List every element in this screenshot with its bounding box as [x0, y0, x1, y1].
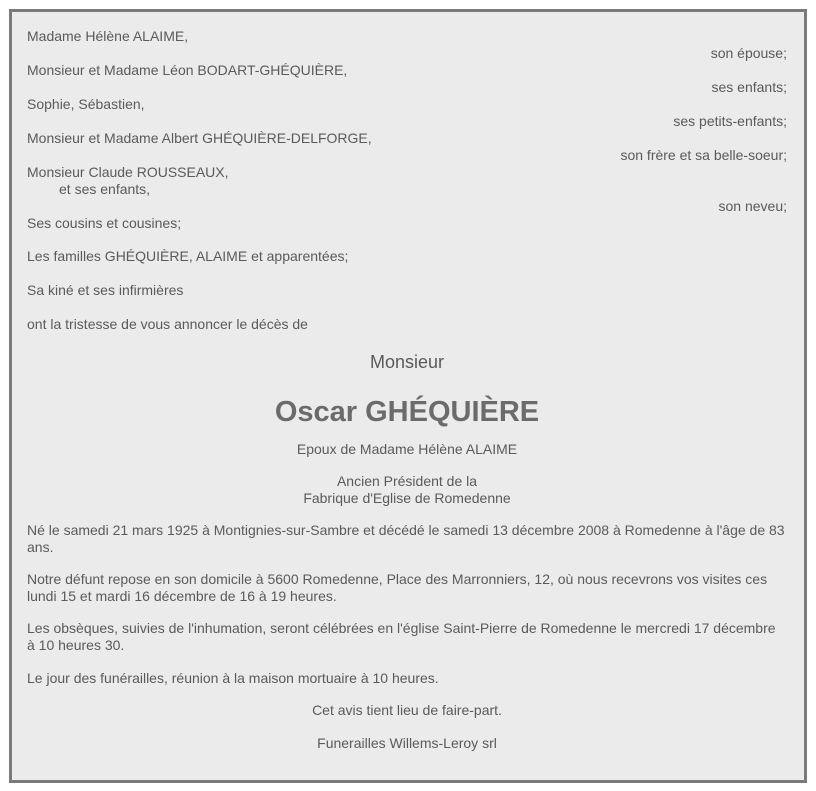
family-name: Monsieur et Madame Léon BODART-GHÉQUIÈRE,: [27, 62, 348, 78]
role-line-2: Fabrique d'Eglise de Romedenne: [303, 490, 511, 506]
family-sub: et ses enfants,: [59, 181, 151, 197]
funeral-home: Funerailles Willems-Leroy srl: [317, 735, 497, 751]
family-entry-grandchildren: [27, 96, 787, 130]
other-cousins: Ses cousins et cousines;: [27, 215, 182, 231]
paragraph-gathering: Le jour des funérailles, réunion à la maison mortuaire à 10 heures.: [27, 670, 439, 686]
family-entry-nephew: [27, 164, 787, 215]
family-name: Madame Hélène ALAIME,: [27, 28, 189, 44]
role-line-1: Ancien Président de la: [336, 473, 478, 489]
family-entry-brother: [27, 130, 787, 164]
deceased-name: Oscar GHÉQUIÈRE: [274, 396, 540, 428]
spouse-line: Epoux de Madame Hélène ALAIME: [296, 441, 518, 457]
honorific: Monsieur: [369, 352, 445, 372]
other-care: Sa kiné et ses infirmières: [27, 282, 184, 298]
obituary-content: [27, 28, 787, 752]
family-relation: son épouse;: [710, 45, 787, 61]
family-relation: ses petits-enfants;: [673, 113, 787, 129]
family-name: Monsieur et Madame Albert GHÉQUIÈRE-DELFORGE,: [27, 130, 372, 146]
family-relation: son neveu;: [718, 198, 787, 214]
family-name: Sophie, Sébastien,: [27, 96, 145, 112]
closing-text: Cet avis tient lieu de faire-part.: [312, 702, 502, 718]
family-relation: ses enfants;: [711, 79, 787, 95]
family-relation: son frère et sa belle-soeur;: [620, 147, 787, 163]
obituary-card: [9, 9, 807, 783]
family-name: Monsieur Claude ROUSSEAUX,: [27, 164, 229, 180]
other-families: Les familles GHÉQUIÈRE, ALAIME et apparentées;: [27, 248, 349, 264]
paragraph-funeral: Les obsèques, suivies de l'inhumation, seront célébrées en l'église Saint-Pierre de Romedenne le mercredi 17 décembre à 10 heures 30.: [27, 620, 776, 653]
paragraph-birth-death: Né le samedi 21 mars 1925 à Montignies-sur-Sambre et décédé le samedi 13 décembre 2008 à Romedenne à l'âge de 83 ans.: [27, 522, 785, 555]
family-entry-spouse: [27, 28, 787, 62]
announce-text: ont la tristesse de vous annoncer le décès de: [27, 316, 308, 332]
paragraph-visits: Notre défunt repose en son domicile à 5600 Romedenne, Place des Marronniers, 12, où nous recevrons vos visites ces lundi 15 et mardi 16 décembre de 16 à 19 heures.: [27, 571, 768, 604]
family-entry-children: [27, 62, 787, 96]
